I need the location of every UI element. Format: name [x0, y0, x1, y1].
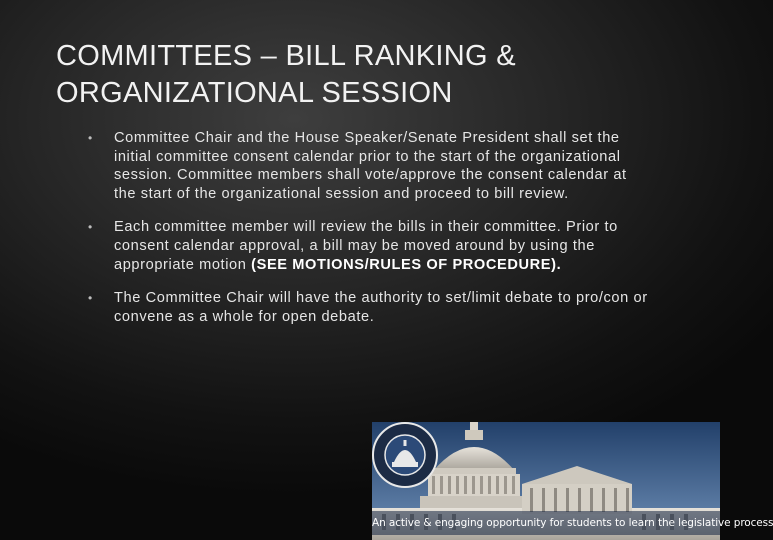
title-line-2: ORGANIZATIONAL SESSION [56, 77, 453, 109]
capitol-photo [372, 422, 773, 540]
bullet-list [88, 129, 653, 341]
bullet-item-consent-calendar [88, 129, 653, 203]
bullet-item-bill-review [88, 218, 653, 274]
bullet-text: The Committee Chair will have the authority to set/limit debate to pro/con or convene as a whole for open debate. [114, 290, 648, 325]
title-line-1: COMMITTEES – BILL RANKING & [56, 40, 516, 72]
bullet-marker: • [88, 291, 93, 306]
bullet-text: Committee Chair and the House Speaker/Senate President shall set the initial committee consent calendar prior to the start of the organizational session. Committee members shall vote/approve the consent calendar at the start of the organizational session and proceed to bill review. [114, 130, 627, 202]
bullet-marker: • [88, 220, 93, 235]
bullet-text: Each committee member will review the bills in their committee. Prior to consent calendar approval, a bill may be moved around by using the appropriate motion [114, 219, 618, 273]
motions-reference: (SEE MOTIONS/RULES OF PROCEDURE). [251, 256, 562, 273]
model-legislature-seal-icon [372, 422, 438, 488]
bullet-item-debate-authority [88, 289, 653, 326]
photo-tagline: An active & engaging opportunity for students to learn the legislative process [372, 511, 720, 535]
slide-title [56, 38, 656, 112]
bullet-marker: • [88, 131, 93, 145]
